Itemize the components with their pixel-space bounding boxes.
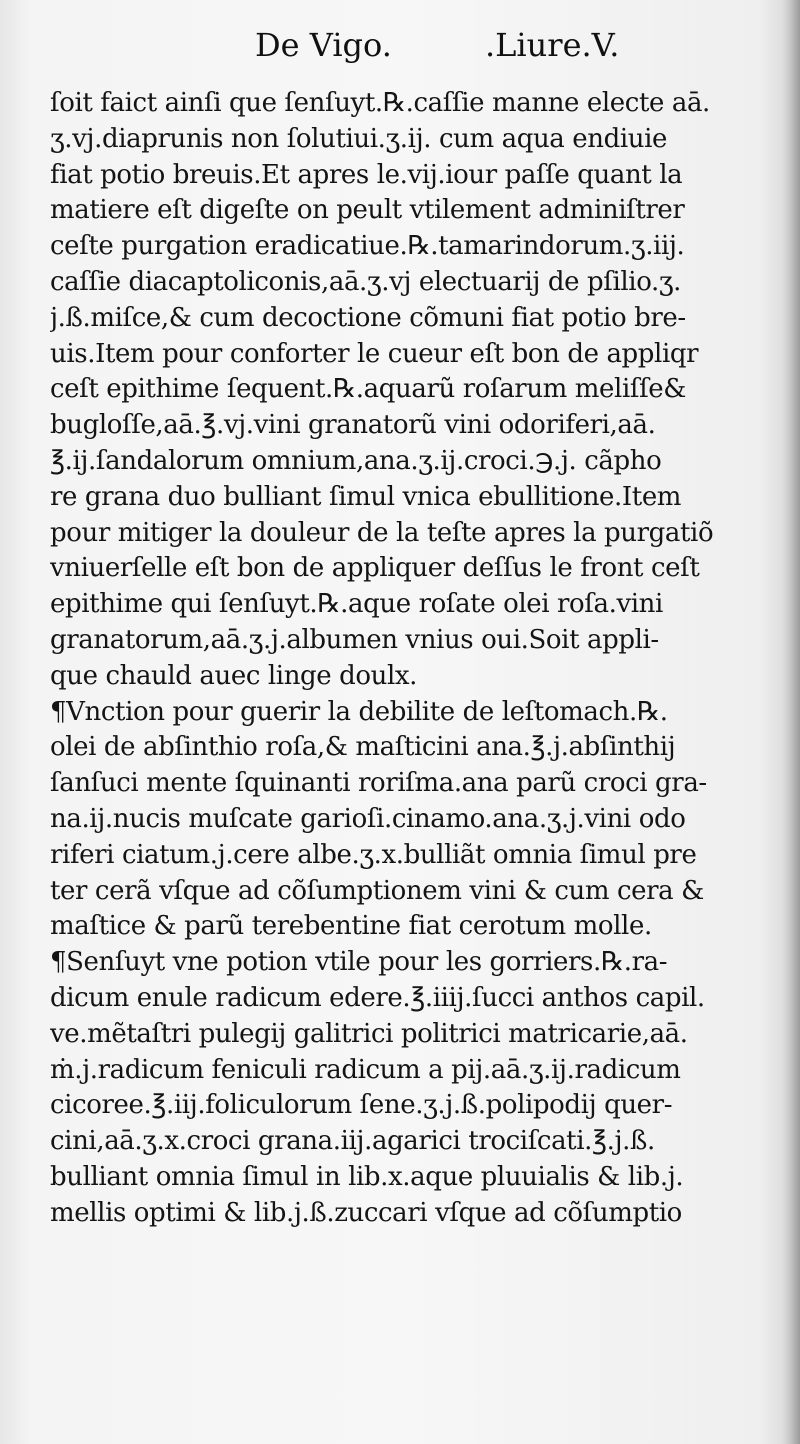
running-header <box>0 26 800 76</box>
text-line: epithime qui ſenſuyt.℞.aque roſate olei roſa.vini <box>50 589 663 620</box>
text-line: olei de abſinthio roſa,& maſticini ana.℥.j.abſinthij <box>50 732 676 763</box>
body-text <box>50 86 745 1232</box>
text-line: ʒ.vj.diaprunis non ſolutiui.ʒ.ij. cum aqua endiuie <box>50 123 668 154</box>
header-title: De Vigo. <box>255 26 392 64</box>
text-line: j.ß.miſce,& cum decoctione cõmuni fiat potio bre- <box>50 302 686 333</box>
text-line: uis.Item pour conforter le cueur eſt bon de appliqr <box>50 338 699 369</box>
text-line: pour mitiger la douleur de la teſte apres la purgatiõ <box>50 517 714 548</box>
text-line: riferi ciatum.j.cere albe.ʒ.x.bulliãt omnia ſimul pre <box>50 839 697 870</box>
text-line: bugloſſe,aā.℥.vj.vini granatorũ vini odoriferi,aā. <box>50 410 656 441</box>
text-line: mellis optimi & lib.j.ß.zuccari vſque ad cõſumptio <box>50 1197 682 1228</box>
text-line: caſſie diacaptoliconis,aā.ʒ.vj electuarij de pſilio.ʒ. <box>50 266 682 297</box>
text-line: ceſt epithime ſequent.℞.aquarũ roſarum meliſſe& <box>50 374 687 405</box>
text-line: granatorum,aā.ʒ.j.albumen vnius oui.Soit appli- <box>50 624 659 655</box>
text-line: dicum enule radicum edere.℥.iiij.ſucci anthos capil. <box>50 982 705 1013</box>
header-book-number: .Liure.V. <box>485 26 620 64</box>
text-line: matiere eſt digeſte on peult vtilement adminiſtrer <box>50 195 685 226</box>
text-line: ſoit faict ainſi que ſenſuyt.℞.caſſie manne electe aā. <box>50 88 710 118</box>
text-line: ceſte purgation eradicatiue.℞.tamarindorum.ʒ.iij. <box>50 231 685 262</box>
text-line: que chauld auec linge doulx. <box>50 660 418 691</box>
text-line: re grana duo bulliant ſimul vnica ebullitione.Item <box>50 481 682 512</box>
text-line: ¶Senſuyt vne potion vtile pour les gorriers.℞.ra- <box>50 947 668 978</box>
text-line: cicoree.℥.iij.foliculorum ſene.ʒ.j.ß.polipodij quer- <box>50 1090 673 1121</box>
text-line: ℥.ij.ſandalorum omnium,ana.ʒ.ij.croci.℈.j. cãpho <box>50 445 662 476</box>
text-line: ṁ.j.radicum feniculi radicum a pij.aā.ʒ.ij.radicum <box>50 1054 681 1085</box>
text-line: ter cerã vſque ad cõſumptionem vini & cum cera & <box>50 875 704 906</box>
text-line: cini,aā.ʒ.x.croci grana.iij.agarici trociſcati.℥.j.ß. <box>50 1126 655 1157</box>
text-line: ve.mẽtaſtri pulegij galitrici politrici matricarie,aā. <box>50 1018 688 1049</box>
text-line: ſanſuci mente ſquinanti roriſma.ana parũ croci gra- <box>50 768 707 799</box>
text-line: ¶Vnction pour guerir la debilite de leſtomach.℞. <box>50 696 668 727</box>
text-line: maſtice & parũ terebentine fiat cerotum molle. <box>50 911 652 942</box>
text-line: fiat potio breuis.Et apres le.vij.iour paſſe quant la <box>50 159 683 190</box>
text-line: bulliant omnia ſimul in lib.x.aque pluuialis & lib.j. <box>50 1161 684 1192</box>
text-line: na.ij.nucis muſcate garioſi.cinamo.ana.ʒ.j.vini odo <box>50 803 686 834</box>
text-line: vniuerſelle eſt bon de appliquer deſſus le front ceſt <box>50 553 700 584</box>
page-edge-shadow <box>782 0 800 1444</box>
